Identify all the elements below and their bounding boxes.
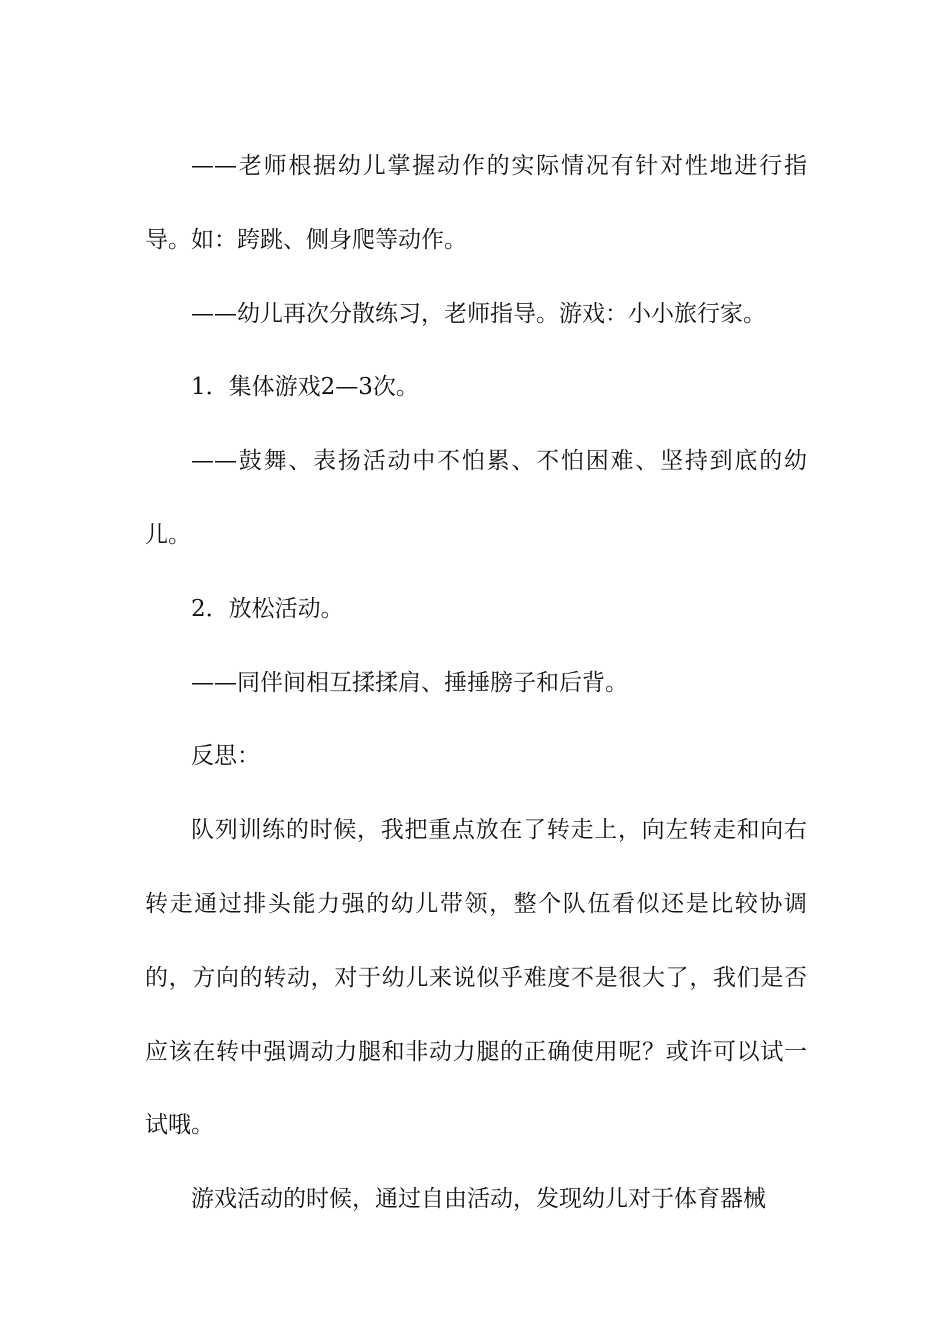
paragraph-group-game: 1．集体游戏2—3次。 <box>191 374 419 401</box>
paragraph-reflection-formation: 队列训练的时候，我把重点放在了转走上，向左转走和向右转走通过排头能力强的幼儿带领，整个队伍看似还是比较协调的，方向的转动，对于幼儿来说似乎难度不是很大了，我们是否应该在转中强调动力腿和非动力腿的正确使用呢？或许可以试一试哦。 <box>145 817 807 1139</box>
paragraph-guidance: ——老师根据幼儿掌握动作的实际情况有针对性地进行指导。如：跨跳、侧身爬等动作。 <box>145 153 807 253</box>
paragraph-practice: ——幼儿再次分散练习，老师指导。游戏：小小旅行家。 <box>191 300 766 327</box>
paragraph-massage: ——同伴间相互揉揉肩、捶捶膀子和后背。 <box>191 669 628 696</box>
paragraph-praise: ——鼓舞、表扬活动中不怕累、不怕困难、坚持到底的幼儿。 <box>145 448 807 548</box>
document-body <box>145 130 807 1237</box>
paragraph-relax: 2．放松活动。 <box>191 595 344 622</box>
paragraph-reflection-game: 游戏活动的时候，通过自由活动，发现幼儿对于体育器械 <box>191 1186 766 1213</box>
paragraph-reflection-heading: 反思： <box>191 743 260 770</box>
